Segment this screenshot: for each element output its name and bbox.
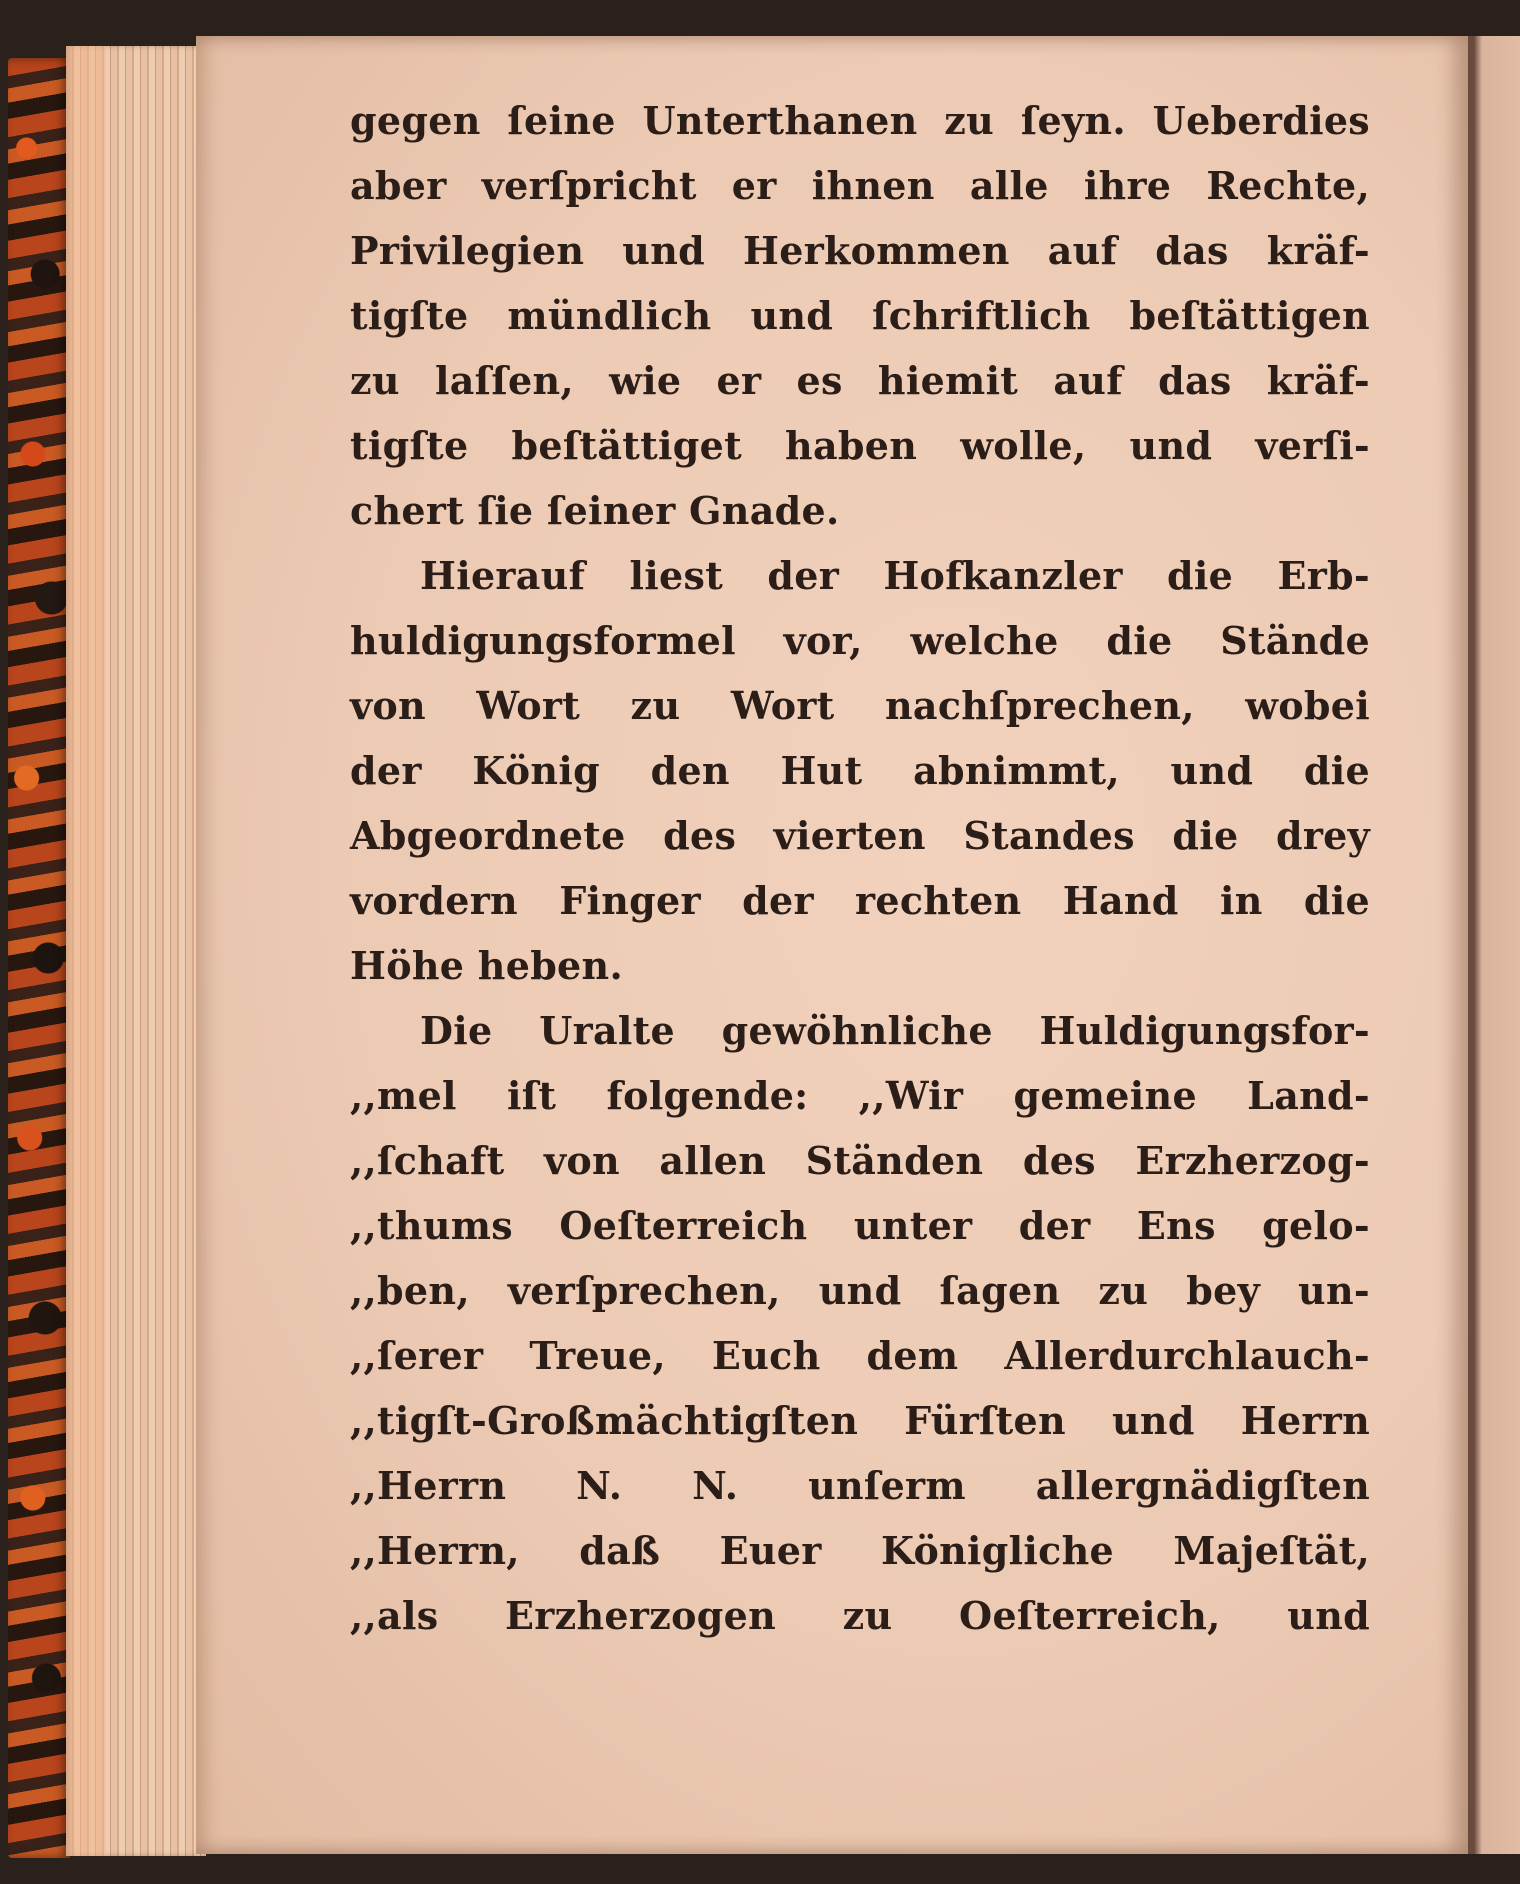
text-line: ,,thums Oeſterreich unter der Ens gelo- xyxy=(350,1203,1370,1248)
next-page-edge xyxy=(1468,36,1520,1854)
text-line: huldigungsformel vor, welche die Stände xyxy=(350,618,1370,663)
text-line: zu laſſen, wie er es hiemit auf das kräf- xyxy=(350,358,1370,403)
text-line: Die Uralte gewöhnliche Huldigungsfor- xyxy=(420,1008,1370,1053)
text-line: Privilegien und Herkommen auf das kräf- xyxy=(350,228,1370,273)
text-line: ,,ſerer Treue, Euch dem Allerdurchlauch- xyxy=(350,1333,1370,1378)
text-line: ,,ben, verſprechen, und ſagen zu bey un- xyxy=(350,1268,1370,1313)
text-line: ,,Herrn, daß Euer Königliche Majeſtät, xyxy=(350,1528,1370,1573)
page-text xyxy=(350,88,1370,1648)
text-line: Hierauf liest der Hofkanzler die Erb- xyxy=(420,553,1370,598)
text-line: ,,tigſt-Großmächtigſten Fürſten und Herrn xyxy=(350,1398,1370,1443)
text-line: der König den Hut abnimmt, und die xyxy=(350,748,1370,793)
text-line: tigſte beſtättiget haben wolle, und verſi- xyxy=(350,423,1370,468)
text-line: aber verſpricht er ihnen alle ihre Rechte, xyxy=(350,163,1370,208)
text-line: gegen ſeine Unterthanen zu ſeyn. Ueberdies xyxy=(350,98,1370,143)
text-line: ,,mel iſt folgende: ,,Wir gemeine Land- xyxy=(350,1073,1370,1118)
text-line: chert ſie ſeiner Gnade. xyxy=(350,488,840,533)
text-line: ,,ſchaft von allen Ständen des Erzherzog- xyxy=(350,1138,1370,1183)
text-line: vordern Finger der rechten Hand in die xyxy=(350,878,1370,923)
text-line: ,,Herrn N. N. unſerm allergnädigſten xyxy=(350,1463,1370,1508)
text-line: von Wort zu Wort nachſprechen, wobei xyxy=(350,683,1370,728)
text-line: ,,als Erzherzogen zu Oeſterreich, und xyxy=(350,1593,1370,1638)
book-cover-marbled xyxy=(8,58,70,1858)
page-edges-tint xyxy=(66,46,106,1856)
text-line: Höhe heben. xyxy=(350,943,623,988)
text-line: Abgeordnete des vierten Standes die drey xyxy=(350,813,1370,858)
text-line: tigſte mündlich und ſchriftlich beſtättigen xyxy=(350,293,1370,338)
